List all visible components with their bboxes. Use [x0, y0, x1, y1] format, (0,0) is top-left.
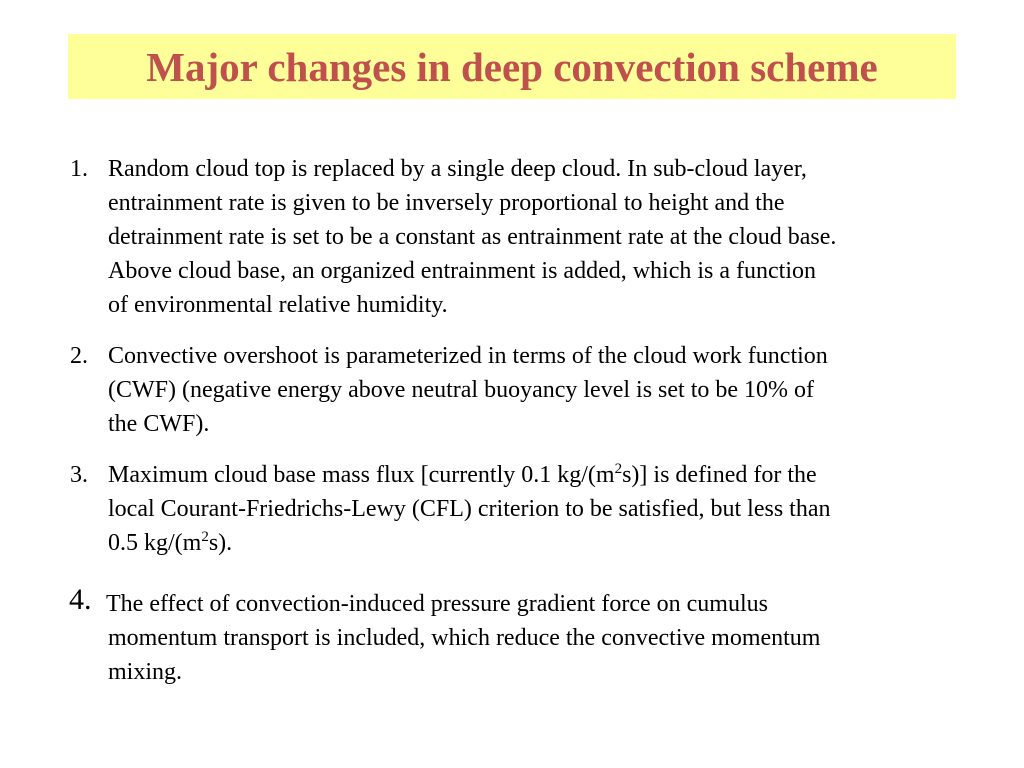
item-line: Above cloud base, an organized entrainment is added, which is a function: [108, 258, 817, 284]
item-line: detrainment rate is set to be a constant as entrainment rate at the cloud base.: [108, 224, 837, 250]
item-line: Convective overshoot is parameterized in terms of the cloud work function: [108, 343, 828, 369]
item-line: of environmental relative humidity.: [108, 292, 448, 318]
item-text: [106, 587, 986, 689]
item-text-fragment: s)] is defined for the: [622, 462, 817, 488]
item-text: [108, 458, 988, 560]
superscript: 2: [614, 461, 623, 477]
item-line: mixing.: [108, 659, 183, 685]
slide-title: Major changes in deep convection scheme: [146, 43, 878, 90]
item-line: the CWF).: [108, 411, 210, 437]
item-line: entrainment rate is given to be inversely proportional to height and the: [108, 190, 785, 216]
item-line: local Courant-Friedrichs-Lewy (CFL) criterion to be satisfied, but less than: [108, 496, 831, 522]
superscript: 2: [201, 529, 209, 545]
item-text: [108, 152, 988, 322]
item-text-fragment: s).: [208, 530, 233, 556]
item-line: Random cloud top is replaced by a single deep cloud. In sub-cloud layer,: [108, 156, 807, 182]
item-line: [108, 458, 988, 492]
item-number: 1.: [70, 156, 88, 182]
item-text-fragment: Maximum cloud base mass flux [currently 0.1 kg/(m: [108, 462, 615, 488]
item-line: [108, 526, 988, 560]
item-number: 4.: [69, 583, 92, 616]
item-line: (CWF) (negative energy above neutral buoyancy level is set to be 10% of: [108, 377, 814, 403]
item-line: momentum transport is included, which reduce the convective momentum: [108, 625, 821, 651]
item-line: The effect of convection-induced pressure gradient force on cumulus: [106, 591, 768, 617]
item-number: 2.: [70, 343, 88, 369]
item-number: 3.: [70, 462, 88, 488]
item-text-fragment: 0.5 kg/(m: [108, 530, 202, 556]
item-text: [108, 339, 988, 441]
